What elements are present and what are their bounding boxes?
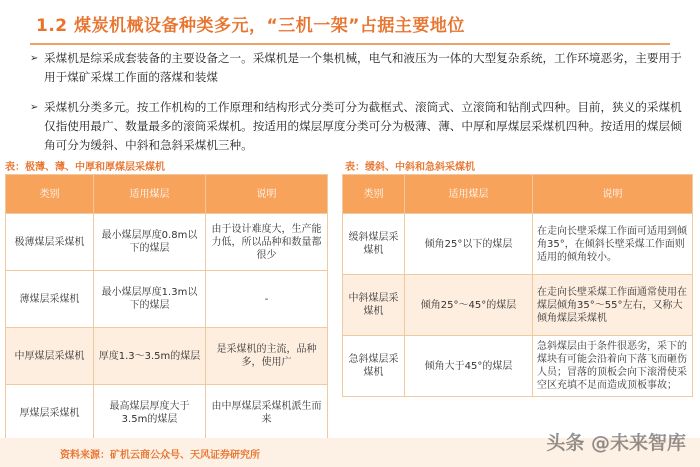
table-cell: 倾角25°以下的煤层 (405, 214, 533, 275)
column-header: 适用煤层 (405, 175, 533, 214)
table-cell: 是采煤机的主流，品种多，使用广 (206, 328, 328, 385)
table-cell: 由中厚煤层采煤机派生而来 (206, 385, 328, 442)
table-cell: 在走向长壁采煤工作面通常使用在煤层倾角35°～55°左右，又称大倾角煤层采煤机 (533, 275, 693, 336)
table-row (6, 328, 328, 385)
table-row (343, 214, 693, 275)
bullet-text: 采煤机分类多元。按工作机构的工作原理和结构形式分类可分为截框式、滚筒式、立滚筒和钻削式四种。目前，狭义的采煤机仅指使用最广、数量最多的滚筒采煤机。按适用的煤层厚度分类可分为极薄、薄、中厚和厚煤层采煤机四种。按适用的煤层倾角可分为缓斜、中斜和急斜采煤机三种。 (44, 100, 682, 152)
table-cell: 中斜煤层采煤机 (343, 275, 405, 336)
table-cell: 倾角25°～45°的煤层 (405, 275, 533, 336)
arrow-bullet-icon: ➢ (30, 53, 39, 64)
header (0, 0, 700, 46)
inclination-table (342, 174, 693, 397)
table-row (343, 336, 693, 397)
watermark: 头条 @未来智库 (546, 432, 686, 454)
table-cell: 由于设计难度大，生产能力低，所以品种和数量都很少 (206, 214, 328, 271)
thickness-table (5, 174, 328, 442)
table-row (6, 271, 328, 328)
table-cell: - (206, 271, 328, 328)
table-row (6, 214, 328, 271)
table-cell: 最高煤层厚度大于3.5m的煤层 (94, 385, 206, 442)
table-cell: 急斜煤层由于条件很恶劣，采下的煤块有可能会沿着向下落飞而砸伤人员；冒落的顶板会向下滚滑使采空区充填不足而造成顶板事故； (533, 336, 693, 397)
table-row (343, 275, 693, 336)
table-cell: 在走向长壁采煤工作面可适用到倾角35°，在倾斜长壁采煤工作面则适用的倾角较小。 (533, 214, 693, 275)
bullet-item (30, 49, 690, 87)
column-header: 适用煤层 (94, 175, 206, 214)
column-header: 类别 (343, 175, 405, 214)
bullet-item (30, 98, 690, 155)
table-cell: 缓斜煤层采煤机 (343, 214, 405, 275)
table-cell: 倾角大于45°的煤层 (405, 336, 533, 397)
table-header-row (6, 175, 328, 214)
table-cell: 极薄煤层采煤机 (6, 214, 94, 271)
table-cell: 厚煤层采煤机 (6, 385, 94, 442)
table-cell: 最小煤层厚度0.8m以下的煤层 (94, 214, 206, 271)
table-cell: 薄煤层采煤机 (6, 271, 94, 328)
title-divider (30, 43, 670, 45)
table-header-row (343, 175, 693, 214)
column-header: 类别 (6, 175, 94, 214)
table-cell: 厚度1.3～3.5m的煤层 (94, 328, 206, 385)
column-header: 说明 (206, 175, 328, 214)
bullet-text: 采煤机是综采成套装备的主要设备之一。采煤机是一个集机械，电气和液压为一体的大型复杂系统，工作环境恶劣，主要用于用于煤矿采煤工作面的落煤和装煤 (44, 51, 682, 84)
table-cell: 最小煤层厚度1.3m以下的煤层 (94, 271, 206, 328)
table1-caption: 表：极薄、薄、中厚和厚煤层采煤机 (5, 162, 165, 173)
table-row (6, 385, 328, 442)
table-cell: 中厚煤层采煤机 (6, 328, 94, 385)
arrow-bullet-icon: ➢ (30, 102, 39, 113)
source-note: 资料来源：矿机云商公众号、天风证券研究所 (60, 450, 260, 461)
column-header: 说明 (533, 175, 693, 214)
table2-caption: 表：缓斜、中斜和急斜采煤机 (345, 162, 475, 173)
table-cell: 急斜煤层采煤机 (343, 336, 405, 397)
page-title: 1.2 煤炭机械设备种类多元，“三机一架”占据主要地位 (36, 16, 465, 36)
